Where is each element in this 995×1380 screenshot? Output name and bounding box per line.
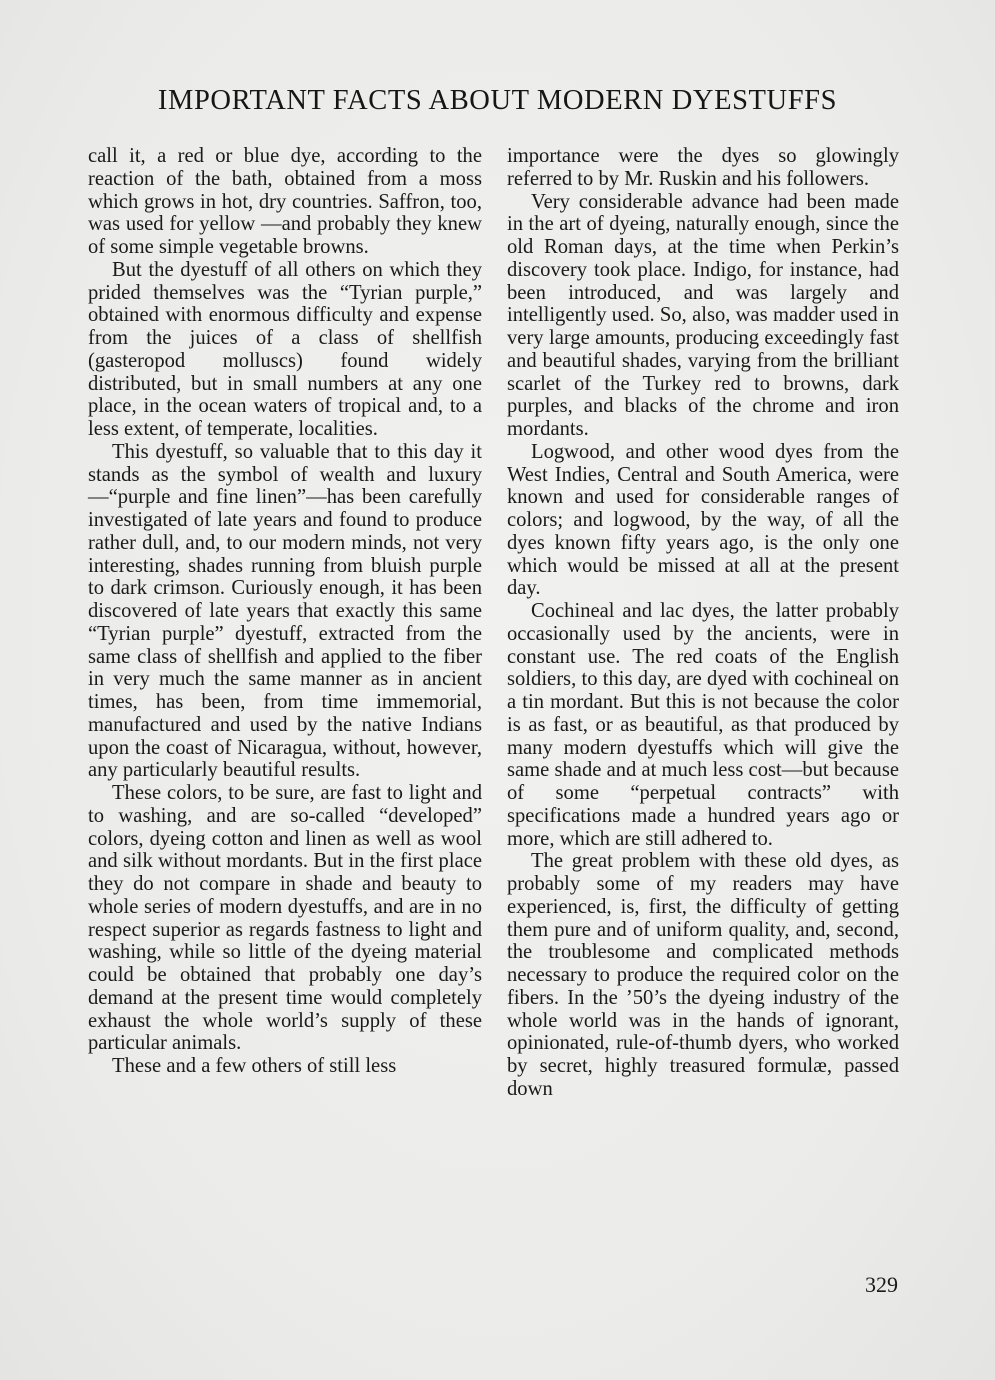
right-column — [507, 145, 899, 1101]
paragraph: importance were the dyes so glowingly referred to by Mr. Ruskin and his followers. — [507, 145, 899, 190]
paragraph: call it, a red or blue dye, according to the reaction of the bath, obtained from a moss which grows in hot, dry countries. Saffron, too, was used for yellow —and probably they knew of some simple vegetable browns. — [88, 145, 482, 258]
paragraph: This dyestuff, so valuable that to this day it stands as the symbol of wealth and luxury—“purple and fine linen”—has been carefully investigated of late years and found to produce rather dull, and, to our modern minds, not very interesting, shades running from bluish purple to dark crimson. Curiously enough, it has been discovered of late years that exactly this same “Tyrian purple” dyestuff, extracted from the same class of shellfish and applied to the fiber in very much the same manner as in ancient times, has been, from time immemorial, manufactured and used by the native Indians upon the coast of Nicaragua, without, however, any particularly beautiful results. — [88, 440, 482, 782]
paragraph: Very considerable advance had been made in the art of dyeing, naturally enough, since the old Roman days, at the time when Perkin’s discovery took place. Indigo, for instance, had been introduced, and was largely and intelligently used. So, also, was madder used in very large amounts, producing exceedingly fast and beautiful shades, varying from the brilliant scarlet of the Turkey red to browns, dark purples, and blacks of the chrome and iron mordants. — [507, 190, 899, 440]
paragraph: These colors, to be sure, are fast to light and to washing, and are so-called “developed” colors, dyeing cotton and linen as well as wool and silk without mordants. But in the first place they do not compare in shade and beauty to whole series of modern dyestuffs, and are in no respect superior as regards fastness to light and washing, while so little of the dyeing material could be obtained that probably one day’s demand at the present time would completely exhaust the whole world’s supply of these particular animals. — [88, 782, 482, 1055]
paragraph: Logwood, and other wood dyes from the West Indies, Central and South America, were known and used for considerable ranges of colors; and logwood, by the way, of all the dyes known fifty years ago, is the only one which would be missed at all at the present day. — [507, 440, 899, 600]
paragraph: The great problem with these old dyes, as probably some of my readers may have experienced, is, first, the difficulty of getting them pure and of uniform quality, and, second, the troublesome and complicated methods necessary to produce the required color on the fibers. In the ’50’s the dyeing industry of the whole world was in the hands of ignorant, opinionated, rule-of-thumb dyers, who worked by secret, highly treasured formulæ, passed down — [507, 850, 899, 1100]
page-number: 329 — [865, 1272, 898, 1297]
paragraph: These and a few others of still less — [112, 1055, 397, 1077]
paragraph: Cochineal and lac dyes, the latter probably occasionally used by the ancients, were in constant use. The red coats of the English soldiers, to this day, are dyed with cochineal on a tin mordant. But this is not because the color is as fast, or as beautiful, as that produced by many modern dyestuffs which will give the same shade and at much less cost—but because of some “perpetual contracts” with specifications made a hundred years ago or more, which are still adhered to. — [507, 600, 899, 850]
running-head-title: IMPORTANT FACTS ABOUT MODERN DYESTUFFS — [157, 85, 838, 116]
left-column — [88, 145, 482, 1078]
paragraph: But the dyestuff of all others on which they prided themselves was the “Tyrian purple,” obtained with enormous difficulty and expense from the juices of a class of shellfish (gasteropod molluscs) found widely distributed, but in small numbers at any one place, in the ocean waters of tropical and, to a less extent, of temperate, localities. — [88, 258, 482, 440]
